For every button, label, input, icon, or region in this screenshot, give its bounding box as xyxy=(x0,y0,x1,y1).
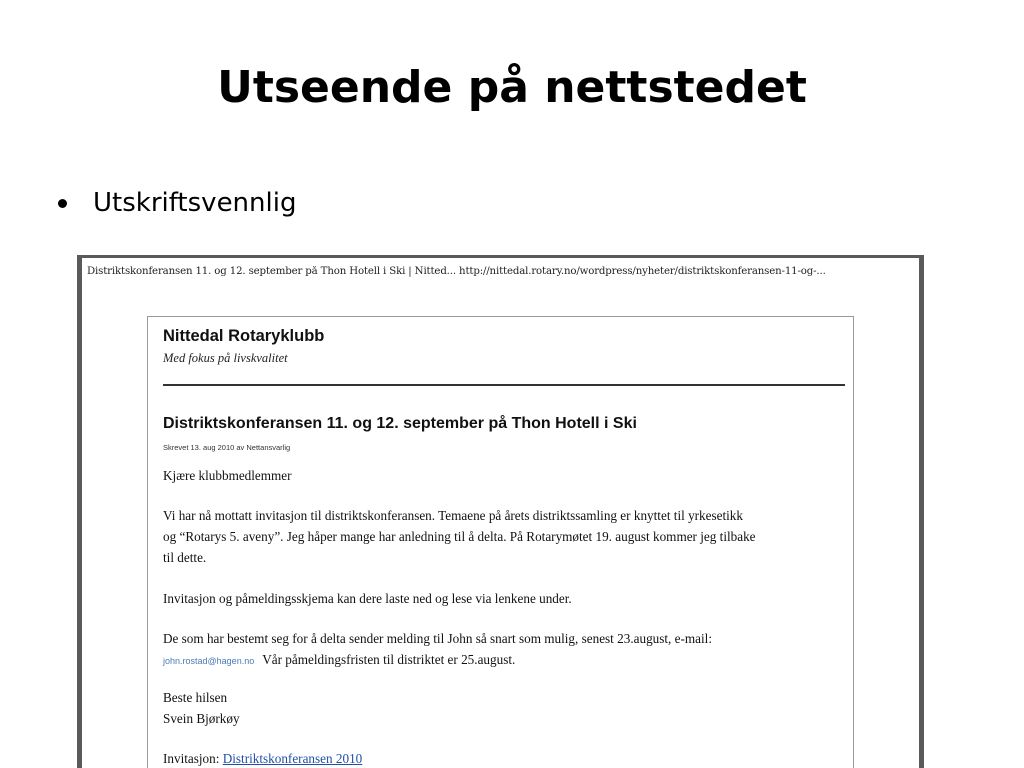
signature: Svein Bjørkøy xyxy=(163,711,240,726)
site-tagline: Med fokus på livskvalitet xyxy=(163,351,288,365)
post-paragraph-3-line-1: De som har bestemt seg for å delta sender melding til John så snart som mulig, senest 23.august, e-mail: xyxy=(163,631,713,646)
invitation-label: Invitasjon: xyxy=(163,751,220,766)
post-title: Distriktskonferansen 11. og 12. september på Thon Hotell i Ski xyxy=(163,415,637,432)
deadline-text: Vår påmeldingsfristen til distriktet er 25.august. xyxy=(262,652,516,667)
post-paragraph-1-line-3: til dette. xyxy=(163,550,207,565)
post-meta: Skrevet 13. aug 2010 av Nettansvarlig xyxy=(163,443,291,452)
bullet-text: Utskriftsvennlig xyxy=(93,188,297,218)
print-preview-sheet xyxy=(82,258,919,768)
invitation-link[interactable]: Distriktskonferansen 2010 xyxy=(222,751,363,766)
email-link[interactable]: john.rostad@hagen.no xyxy=(163,656,255,666)
post-paragraph-1-line-2: og “Rotarys 5. aveny”. Jeg håper mange har anledning til å delta. På Rotarymøtet 19. august kommer jeg tilbake xyxy=(163,529,756,544)
bullet-item xyxy=(58,188,296,218)
printed-page xyxy=(147,316,854,768)
post-paragraph-1-line-1: Vi har nå mottatt invitasjon til distriktskonferansen. Temaene på årets distriktssamling er knyttet til yrkesetikk xyxy=(163,508,743,523)
post-paragraph-2: Invitasjon og påmeldingsskjema kan dere laste ned og lese via lenkene under. xyxy=(163,591,572,606)
bullet-dot-icon xyxy=(58,199,67,208)
invitation-line xyxy=(163,748,362,768)
signoff: Beste hilsen xyxy=(163,690,228,705)
post-greeting: Kjære klubbmedlemmer xyxy=(163,468,292,483)
header-divider xyxy=(163,384,845,386)
slide-title: Utseende på nettstedet xyxy=(217,62,807,113)
print-header: Distriktskonferansen 11. og 12. september på Thon Hotell i Ski | Nitted... http://nittedal.rotary.no/wordpress/nyheter/distriktskonferansen-11-og-... xyxy=(87,266,826,277)
site-title: Nittedal Rotaryklubb xyxy=(163,327,325,345)
website-screenshot xyxy=(77,255,924,768)
post-paragraph-3-line-2 xyxy=(163,649,515,672)
